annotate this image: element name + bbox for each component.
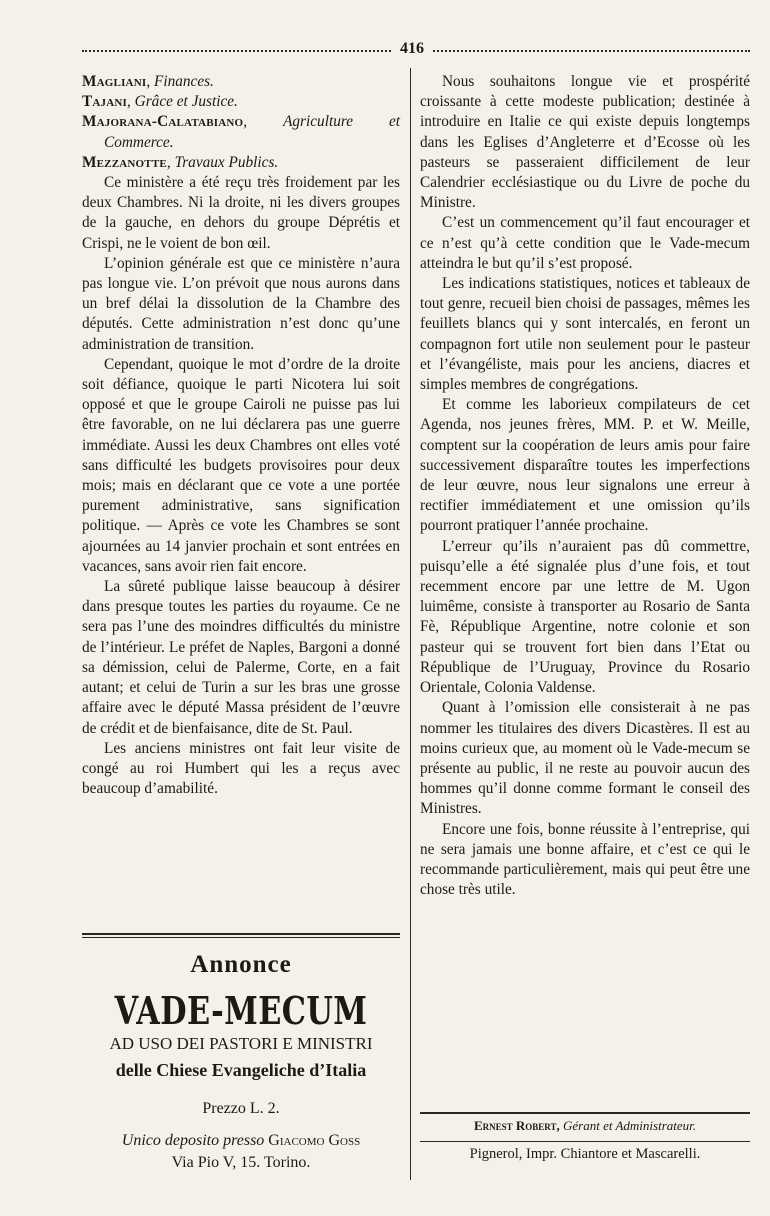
minister-entry: Mezzanotte, Travaux Publics.: [82, 153, 279, 171]
footer-rule: [420, 1112, 750, 1114]
article-paragraph: Quant à l’omission elle consisterait à ne pas nommer les titulaires des divers Dicastères. Il est au moins curieux que, au moment où le Vade-mecum se présente au public, il ne reste au pouvoir aucun des hommes qu’il donne comme formant le conseil des Ministres.: [420, 699, 750, 818]
minister-entry: Magliani, Finances.: [82, 73, 214, 90]
minister-name: Magliani: [82, 73, 147, 90]
minister-role: Travaux Publics.: [174, 153, 279, 171]
gerant-line: [420, 1118, 750, 1134]
footer-rule: [420, 1141, 750, 1142]
annonce-depot: [82, 1130, 400, 1152]
annonce-title: VADE-MECUM: [114, 988, 368, 1033]
article-paragraph: Nous souhaitons longue vie et prospérité croissante à cette modeste publication; destinée à introduire en Italie ce qui existe depuis longtemps dans les Eglises d’Angleterre et d’Ecosse où les pasteurs se passeraient difficilement de leur Calendrier ecclésiastique ou du Livre de poche du Ministre.: [420, 73, 750, 212]
minister-entry: Majorana-Calatabiano, Agriculture et Commerce.: [82, 113, 400, 151]
depot-prefix: Unico deposito presso: [121, 1132, 265, 1149]
article-paragraph: La sûreté publique laisse beaucoup à désirer dans presque toutes les parties du royaume. Ce ne sera pas l’une des moindres difficultés du ministre de l’intérieur. Le préfet de Naples, Bargoni a donné sa démission, celui de Palerme, Corte, en a fait autant; et celui de Turin a sur les bras une grosse affaire avec le député Massa président de l’œuvre de crédit et de bienfaisance, dite de St. Paul.: [82, 578, 400, 737]
article-paragraph: Les indications statistiques, notices et tableaux de tout genre, recueil bien choisi de passages, mêmes les feuillets blancs qui y sont intercalés, en feront un compagnon fort utile non seulement pour le pasteur et l’évangéliste, mais pour les anciens, diacres et simples membres de congrégations.: [420, 275, 750, 394]
article-paragraph: Et comme les laborieux compilateurs de cet Agenda, nos jeunes frères, MM. P. et W. Meille, comptent sur la coopération de leurs amis pour faire successivement disparaître toutes les imperfections de leur œuvre, nous leur signalons une erreur à rectifier immédiatement et une omission qu’ils pourront pratiquer l’année prochaine.: [420, 396, 750, 535]
article-paragraph: L’erreur qu’ils n’auraient pas dû commettre, puisqu’elle a été signalée plus d’une fois, et tout recemment encore par une lettre de M. Ugon luimême, consiste à transporter au Rosario de Santa Fè, République Argentine, notre colonie et son pasteur qui se trouvent fort bien dans l’Etat ou République de l’Uruguay, Province du Rosario Orientale, Colonia Valdense.: [420, 537, 750, 697]
article-paragraph: Encore une fois, bonne réussite à l’entreprise, qui ne sera jamais une bonne affaire, et c’est ce qui le recommande particulièrement, mais qui peut être une chose très utile.: [420, 820, 750, 899]
minister-name: Majorana-Calatabiano: [82, 113, 244, 131]
page-number: 416: [392, 40, 432, 58]
annonce-line: AD USO DEI PASTORI E MINISTRI: [109, 1034, 373, 1053]
annonce-address: Via Pio V, 15. Torino.: [171, 1154, 311, 1171]
minister-entry: Tajani, Grâce et Justice.: [82, 93, 238, 111]
minister-role: Finances.: [153, 73, 214, 90]
article-paragraph: Ce ministère a été reçu très froidement par les deux Chambres. Ni la droite, ni les divers groupes de la gauche, en dehors du groupe Déprétis et Crispi, ne le voient de bon œil.: [82, 174, 400, 252]
gerant-name: Ernest Robert,: [473, 1118, 560, 1133]
minister-name: Mezzanotte: [82, 153, 167, 171]
annonce-block: [82, 948, 400, 1174]
article-paragraph: C’est un commencement qu’il faut encourager et ce n’est qu’à cette condition que le Vade-mecum atteindra le but qu’il s’est proposé.: [420, 214, 750, 272]
annonce-heading: Annonce: [190, 951, 292, 978]
minister-role: Grâce et Justice.: [134, 93, 238, 111]
annonce-line: delle Chiese Evangeliche d’Italia: [115, 1060, 367, 1080]
annonce-rule: [82, 937, 400, 938]
right-column: [420, 72, 750, 900]
column-divider: [410, 68, 411, 1180]
article-paragraph: L’opinion générale est que ce ministère n’aura pas longue vie. L’on prévoit que nous aurons dans un bref délai la dissolution de la Chambre des députés. Cette administration n’est donc qu’une administration de transition.: [82, 254, 400, 353]
depot-name: Giacomo Goss: [268, 1132, 361, 1149]
left-column: [82, 72, 400, 799]
minister-name: Tajani: [82, 93, 128, 111]
minister-role: Agriculture et Commerce.: [104, 113, 400, 151]
article-paragraph: Les anciens ministres ont fait leur visite de congé au roi Humbert qui les a reçus avec beaucoup d’amabilité.: [82, 739, 400, 798]
gerant-title: Gérant et Administrateur.: [563, 1118, 697, 1133]
imprimerie-line: Pignerol, Impr. Chiantore et Mascarelli.: [469, 1146, 701, 1162]
annonce-rule: [82, 933, 400, 935]
article-paragraph: Cependant, quoique le mot d’ordre de la droite soit défiance, quoique le parti Nicotera lui soit opposé et que le groupe Cairoli ne puisse pas lui être favorable, on ne lui déclarera pas une guerre immédiate. Aussi les deux Chambres ont elles voté sans difficulté les budgets provisoires pour deux mois; mais en déclarant que ce vote a une portée purement administrative, sans signification politique. — Après ce vote les Chambres se sont ajournées au 14 janvier prochain et sont entrées en vacances, sans avoir rien fait encore.: [82, 355, 400, 575]
annonce-price: Prezzo L. 2.: [202, 1100, 280, 1117]
